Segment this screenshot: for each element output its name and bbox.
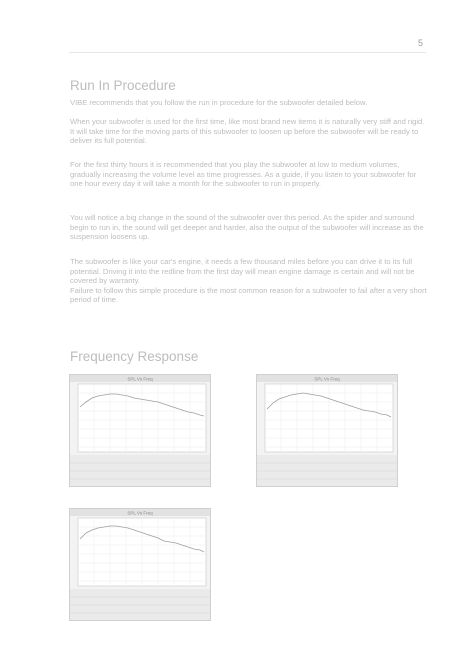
graph-title: SPL Vs Freq [127,376,153,382]
graph-title: SPL Vs Freq [127,510,153,516]
paragraph-5: The subwoofer is like your car's engine, it needs a few thousand miles before you can drive it to its full potential. Driving it into the redline from the first day will mean engine damage is certain and will not be covered by warranty. Failure to follow this simple procedure is the most common reason for a subwoofer to fail after a very short period of time. [70,257,427,304]
page-number: 5 [417,38,423,48]
section-title-frequency-response: Frequency Response [70,349,199,364]
graph-plot [70,509,210,620]
paragraph-3: For the first thirty hours it is recommended that you play the subwoofer at low to medium volumes, gradually increasing the volume level as time progresses. As a guide, if you listen to your subwoofer for one hour every day it will take a month for the subwoofer to run in properly. [70,160,417,188]
paragraph-4: You will notice a big change in the sound of the subwoofer over this period. As the spider and surround begin to run in, the sound will get deeper and harder, also the output of the subwoofer will increase as the suspension loosens up. [70,213,424,241]
graph-controls [257,455,397,486]
paragraph-1: VIBE recommends that you follow the run in procedure for the subwoofer detailed below. [70,98,368,107]
graph-plot [257,375,397,486]
section-title-run-in: Run In Procedure [70,78,176,93]
graph-controls [70,455,210,486]
paragraph-2: When your subwoofer is used for the first time, like most brand new items it is naturally very stiff and rigid. It will take time for the moving parts of this subwoofer to loosen up before the subwoofer will be ready to deliver its full potential. [70,117,425,145]
graph-title: SPL Vs Freq [314,376,340,382]
graph-plot [70,375,210,486]
frequency-response-graph-1 [69,374,211,487]
frequency-response-graph-2 [256,374,398,487]
frequency-response-graph-3 [69,508,211,621]
graph-controls [70,589,210,620]
header-rule [69,52,426,53]
